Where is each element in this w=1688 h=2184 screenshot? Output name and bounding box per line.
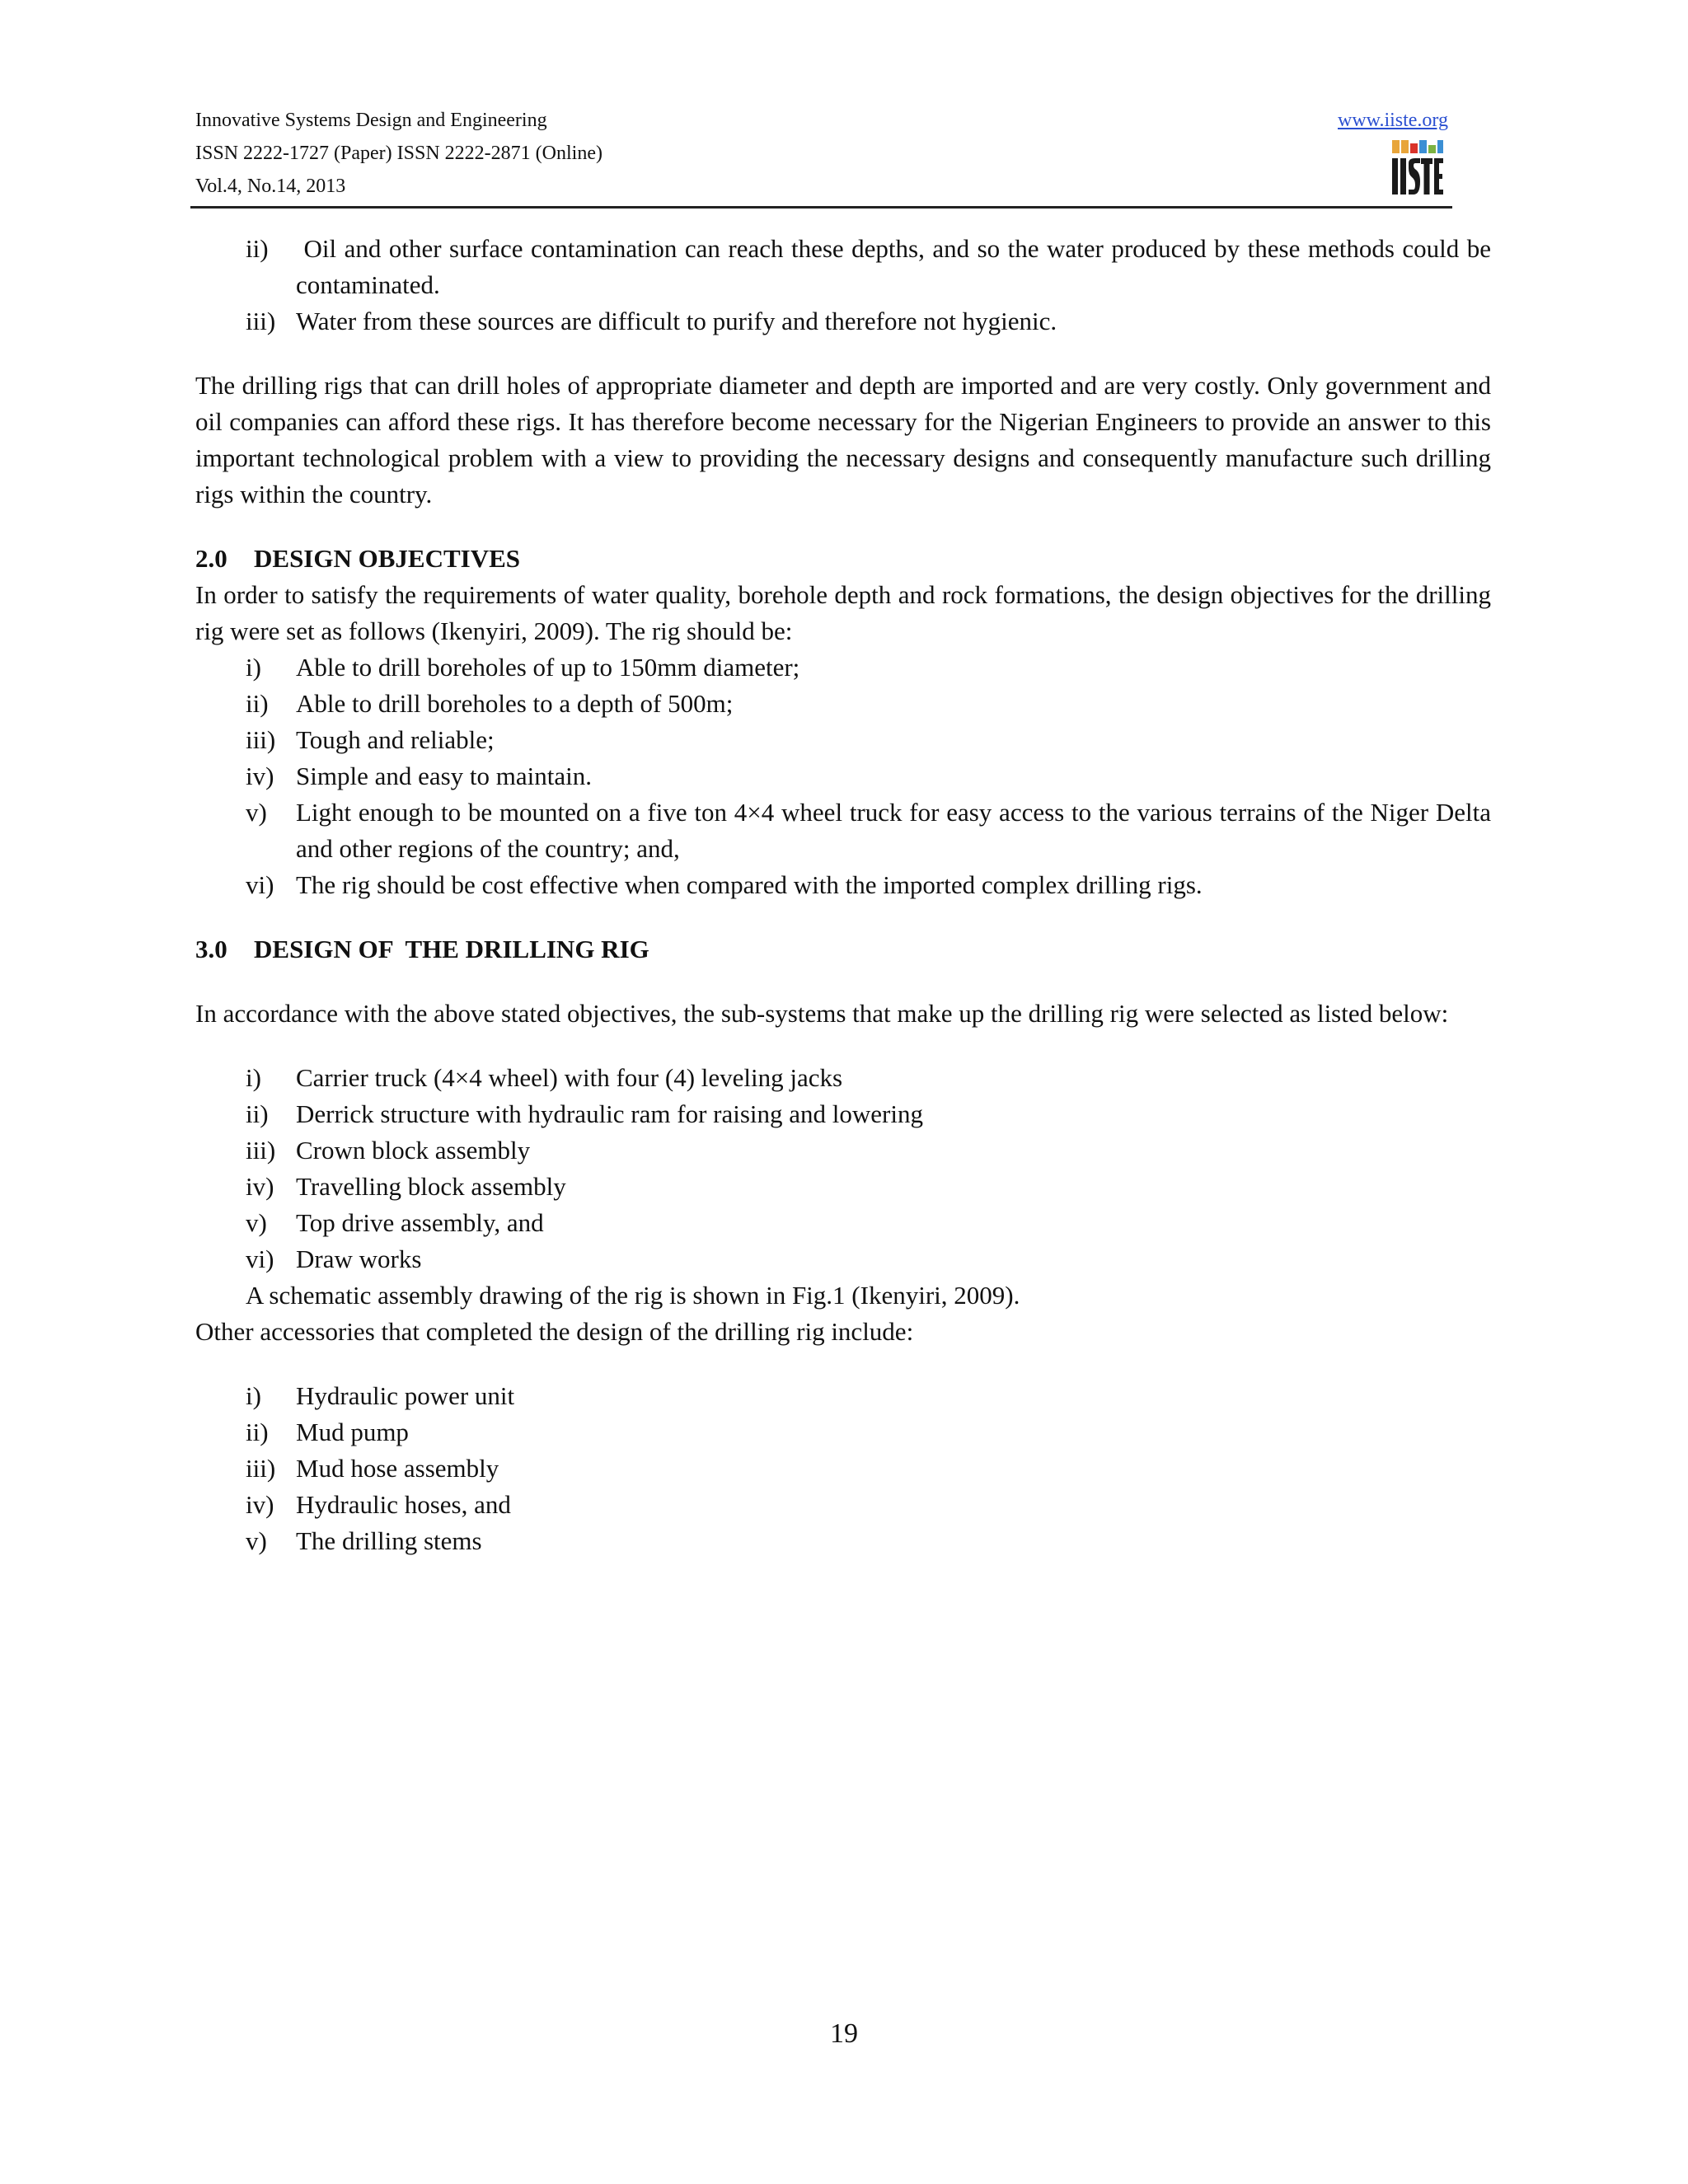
list-text: Mud pump <box>296 1418 409 1446</box>
list-number: iv) <box>246 762 274 790</box>
section-number: 2.0 <box>195 544 227 573</box>
list-item <box>195 1169 1491 1205</box>
list-text: Water from these sources are difficult to purify and therefore not hygienic. <box>296 307 1057 335</box>
list-item <box>195 231 1498 303</box>
list-item <box>195 1378 1491 1414</box>
list-number: iii) <box>246 1454 276 1483</box>
list-item <box>195 1523 1491 1559</box>
list-item <box>195 1487 1491 1523</box>
list-number: v) <box>246 1526 267 1555</box>
section-paragraph: In accordance with the above stated objectives, the sub-systems that make up the drilling rig were selected as listed below: <box>195 999 1449 1028</box>
section-heading-design-objectives <box>195 541 1491 577</box>
list-number: i) <box>246 1063 261 1092</box>
list-item <box>195 1451 1491 1487</box>
section-paragraph: In order to satisfy the requirements of water quality, borehole depth and rock formations, the design objectives for the drilling rig were set as follows (Ikenyiri, 2009). The rig should be: <box>195 580 1491 645</box>
list-text: Draw works <box>296 1244 422 1273</box>
section-title: DESIGN OBJECTIVES <box>254 544 521 573</box>
list-text: Tough and reliable; <box>296 725 495 754</box>
figure-reference-note: A schematic assembly drawing of the rig is shown in Fig.1 (Ikenyiri, 2009). <box>246 1281 1020 1310</box>
list-text: Able to drill boreholes to a depth of 500m; <box>296 689 734 718</box>
list-number: v) <box>246 1208 267 1237</box>
list-number: ii) <box>246 689 269 718</box>
list-text: Hydraulic hoses, and <box>296 1490 511 1519</box>
list-number: iii) <box>246 1136 276 1165</box>
journal-issn: ISSN 2222-1727 (Paper) ISSN 2222-2871 (Online) <box>195 143 603 164</box>
list-item <box>195 1414 1491 1451</box>
list-item <box>195 686 1491 722</box>
iiste-logo-icon <box>1390 138 1445 198</box>
list-number: i) <box>246 653 261 682</box>
list-item <box>195 1241 1491 1277</box>
journal-volume: Vol.4, No.14, 2013 <box>195 176 346 197</box>
journal-title: Innovative Systems Design and Engineering <box>195 110 547 131</box>
list-item <box>195 867 1491 903</box>
list-item <box>195 649 1491 686</box>
list-text: Travelling block assembly <box>296 1172 566 1201</box>
list-text: Top drive assembly, and <box>296 1208 544 1237</box>
list-number: vi) <box>246 1244 274 1273</box>
list-text: The rig should be cost effective when compared with the imported complex drilling rigs. <box>296 870 1203 899</box>
list-text: Light enough to be mounted on a five ton 4×4 wheel truck for easy access to the various terrains of the Niger Delta and other regions of the country; and, <box>296 798 1491 863</box>
page-body <box>195 231 1498 1559</box>
list-item <box>195 1096 1491 1132</box>
list-number: vi) <box>246 870 274 899</box>
list-text: Derrick structure with hydraulic ram for raising and lowering <box>296 1099 923 1128</box>
list-text: Oil and other surface contamination can reach these depths, and so the water produced by these methods could be contaminated. <box>296 234 1498 299</box>
list-number: iii) <box>246 307 276 335</box>
page-header <box>195 104 1448 206</box>
list-item <box>195 1205 1491 1241</box>
list-item <box>195 722 1491 758</box>
list-number: iv) <box>246 1172 274 1201</box>
list-number: v) <box>246 798 267 827</box>
website-link[interactable]: www.iiste.org <box>1338 110 1448 131</box>
list-item <box>195 758 1491 794</box>
section-heading-design-of-rig <box>195 931 1491 968</box>
list-text: The drilling stems <box>296 1526 482 1555</box>
list-text: Carrier truck (4×4 wheel) with four (4) leveling jacks <box>296 1063 843 1092</box>
list-number: ii) <box>246 1099 269 1128</box>
list-number: ii) <box>246 1418 269 1446</box>
list-item <box>195 794 1491 867</box>
list-number: iv) <box>246 1490 274 1519</box>
list-text: Hydraulic power unit <box>296 1381 515 1410</box>
header-divider <box>190 206 1452 209</box>
page-number: 19 <box>830 2018 858 2049</box>
list-number: i) <box>246 1381 261 1410</box>
list-number: iii) <box>246 725 276 754</box>
list-item <box>195 303 1491 340</box>
section-title: DESIGN OF THE DRILLING RIG <box>254 935 649 963</box>
intro-paragraph: The drilling rigs that can drill holes of appropriate diameter and depth are imported and are very costly. Only government and oil companies can afford these rigs. It has therefore become necessary for the Nigerian Engineers to provide an answer to this important technological problem with a view to providing the necessary designs and consequently manufacture such drilling rigs within the country. <box>195 371 1491 509</box>
list-text: Able to drill boreholes of up to 150mm diameter; <box>296 653 800 682</box>
list-number: ii) <box>246 234 269 263</box>
list-item <box>195 1060 1491 1096</box>
list-text: Mud hose assembly <box>296 1454 499 1483</box>
list-item <box>195 1132 1491 1169</box>
list-text: Simple and easy to maintain. <box>296 762 593 790</box>
list-text: Crown block assembly <box>296 1136 531 1165</box>
accessories-intro: Other accessories that completed the design of the drilling rig include: <box>195 1317 914 1346</box>
section-number: 3.0 <box>195 935 227 963</box>
